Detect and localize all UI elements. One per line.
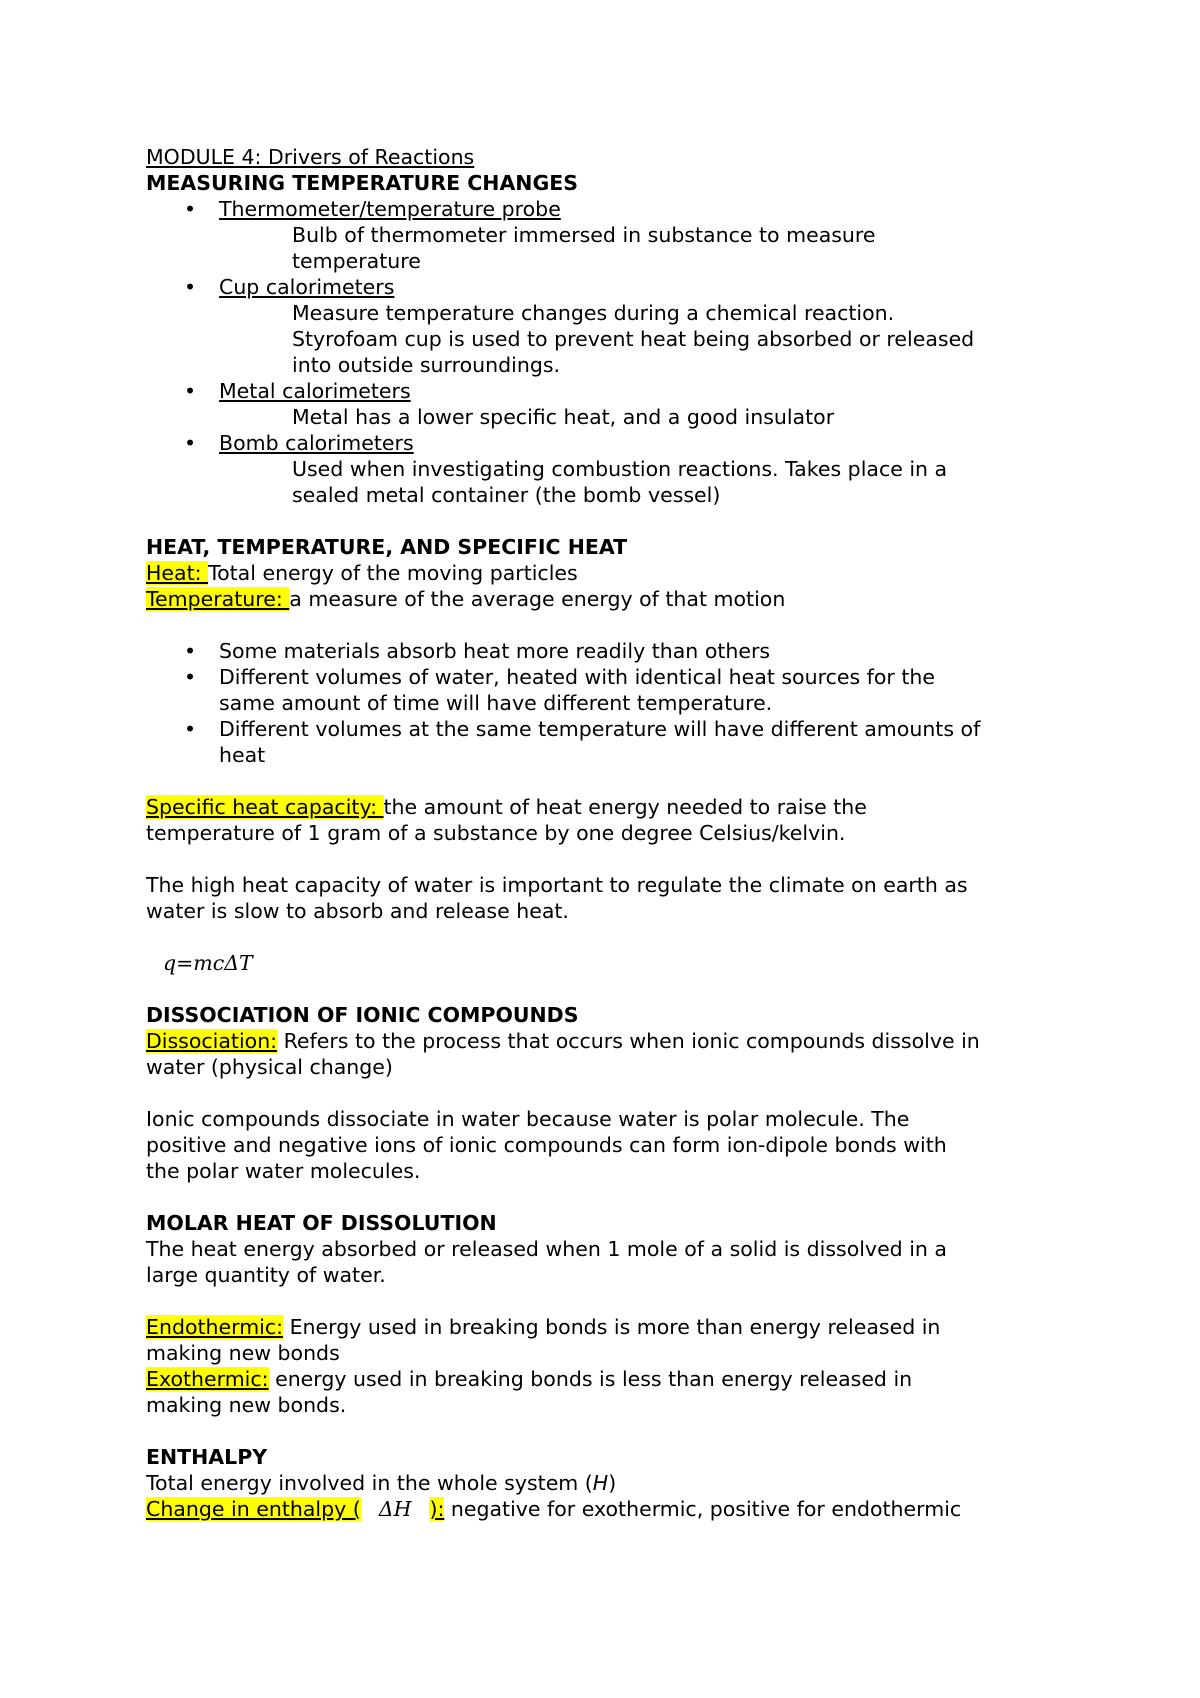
- heat-equation: q=mcΔT: [163, 951, 253, 975]
- calorimeter-list: [146, 196, 1076, 222]
- spacer: [146, 846, 1076, 872]
- change-in-enthalpy: [146, 1496, 1076, 1522]
- enthalpy-line: [146, 1470, 1076, 1496]
- molar-para-line: The heat energy absorbed or released when 1 mole of a solid is dissolved in a: [146, 1237, 947, 1261]
- bullet-line: heat: [219, 743, 266, 767]
- bullet-line: • Some materials absorb heat more readily than others: [219, 639, 771, 663]
- list-item: [146, 664, 1076, 716]
- term-change-in-enthalpy-b: ):: [429, 1497, 445, 1521]
- exo-def-text: energy used in breaking bonds is less than energy released in: [268, 1367, 913, 1391]
- heat-def-text: Total energy of the moving particles: [208, 561, 578, 585]
- spacer: [146, 612, 1076, 638]
- heading-heat: HEAT, TEMPERATURE, AND SPECIFIC HEAT: [146, 535, 628, 559]
- dissociation-definition: [146, 1028, 1076, 1054]
- term-dissociation: Dissociation:: [146, 1029, 278, 1053]
- term-endothermic: Endothermic:: [146, 1315, 284, 1339]
- water-line: The high heat capacity of water is important to regulate the climate on earth as: [146, 873, 968, 897]
- enthalpy-text: Total energy involved in the whole system (: [146, 1471, 593, 1495]
- desc-line: into outside surroundings.: [292, 353, 561, 377]
- heading-dissociation: DISSOCIATION OF IONIC COMPOUNDS: [146, 1003, 579, 1027]
- term-thermometer: Thermometer/temperature probe: [219, 197, 561, 221]
- desc-line: Metal has a lower specific heat, and a good insulator: [292, 405, 835, 429]
- exo-def-line: making new bonds.: [146, 1393, 347, 1417]
- spacer: [146, 1080, 1076, 1106]
- heat-bullet-list: [146, 638, 1076, 768]
- enthalpy-symbol: H: [592, 1471, 609, 1495]
- term-heat: Heat:: [146, 561, 209, 585]
- spacer: [146, 768, 1076, 794]
- list-item: [146, 274, 1076, 300]
- term-specific-heat: Specific heat capacity:: [146, 795, 384, 819]
- desc-line: temperature: [292, 249, 421, 273]
- list-item: [146, 430, 1076, 456]
- spacer: [146, 508, 1076, 534]
- spacer: [146, 1288, 1076, 1314]
- document-page: [146, 144, 1076, 1522]
- ionic-para-line: positive and negative ions of ionic compounds can form ion-dipole bonds with: [146, 1133, 947, 1157]
- term-metal-calorimeters: Metal calorimeters: [219, 379, 411, 403]
- list-item: [146, 716, 1076, 768]
- bullet-line: same amount of time will have different temperature.: [219, 691, 773, 715]
- term-exothermic: Exothermic:: [146, 1367, 269, 1391]
- heat-definition: [146, 560, 1076, 586]
- change-def-text: negative for exothermic, positive for endothermic: [444, 1497, 962, 1521]
- enthalpy-text-end: ): [608, 1471, 617, 1495]
- endothermic-definition: [146, 1314, 1076, 1340]
- water-line: water is slow to absorb and release heat.: [146, 899, 569, 923]
- specific-heat-definition: [146, 794, 1076, 820]
- term-temperature: Temperature:: [146, 587, 290, 611]
- temperature-definition: [146, 586, 1076, 612]
- desc-line: Styrofoam cup is used to prevent heat being absorbed or released: [292, 327, 975, 351]
- spacer: [146, 924, 1076, 950]
- dissociation-def-text: Refers to the process that occurs when ionic compounds dissolve in: [277, 1029, 980, 1053]
- bullet-line: • Different volumes of water, heated with identical heat sources for the: [219, 665, 935, 689]
- shc-def-text: the amount of heat energy needed to raise the: [383, 795, 867, 819]
- ionic-para-line: the polar water molecules.: [146, 1159, 421, 1183]
- term-change-in-enthalpy-a: Change in enthalpy (: [146, 1497, 361, 1521]
- temp-def-text: a measure of the average energy of that motion: [289, 587, 786, 611]
- spacer: [146, 1418, 1076, 1444]
- desc-line: sealed metal container (the bomb vessel): [292, 483, 721, 507]
- calorimeter-list: [146, 378, 1076, 404]
- heading-molar-heat: MOLAR HEAT OF DISSOLUTION: [146, 1211, 497, 1235]
- heading-measuring: MEASURING TEMPERATURE CHANGES: [146, 171, 579, 195]
- calorimeter-list: [146, 274, 1076, 300]
- term-cup-calorimeters: Cup calorimeters: [219, 275, 395, 299]
- desc-line: Measure temperature changes during a chemical reaction.: [292, 301, 895, 325]
- calorimeter-list: [146, 430, 1076, 456]
- list-item: [146, 638, 1076, 664]
- spacer: [146, 1184, 1076, 1210]
- bullet-line: • Different volumes at the same temperature will have different amounts of: [219, 717, 981, 741]
- shc-def-line: temperature of 1 gram of a substance by one degree Celsius/kelvin.: [146, 821, 846, 845]
- module-title: MODULE 4: Drivers of Reactions: [146, 145, 475, 169]
- term-bomb-calorimeters: Bomb calorimeters: [219, 431, 414, 455]
- desc-line: Bulb of thermometer immersed in substance to measure: [292, 223, 876, 247]
- endo-def-text: Energy used in breaking bonds is more than energy released in: [283, 1315, 941, 1339]
- endo-def-line: making new bonds: [146, 1341, 340, 1365]
- exothermic-definition: [146, 1366, 1076, 1392]
- molar-para-line: large quantity of water.: [146, 1263, 386, 1287]
- list-item: [146, 196, 1076, 222]
- heading-enthalpy: ENTHALPY: [146, 1445, 268, 1469]
- ionic-para-line: Ionic compounds dissociate in water because water is polar molecule. The: [146, 1107, 910, 1131]
- spacer: [146, 976, 1076, 1002]
- desc-line: Used when investigating combustion reactions. Takes place in a: [292, 457, 948, 481]
- list-item: [146, 378, 1076, 404]
- dissociation-def-line: water (physical change): [146, 1055, 393, 1079]
- delta-h-symbol: ΔH: [378, 1497, 412, 1521]
